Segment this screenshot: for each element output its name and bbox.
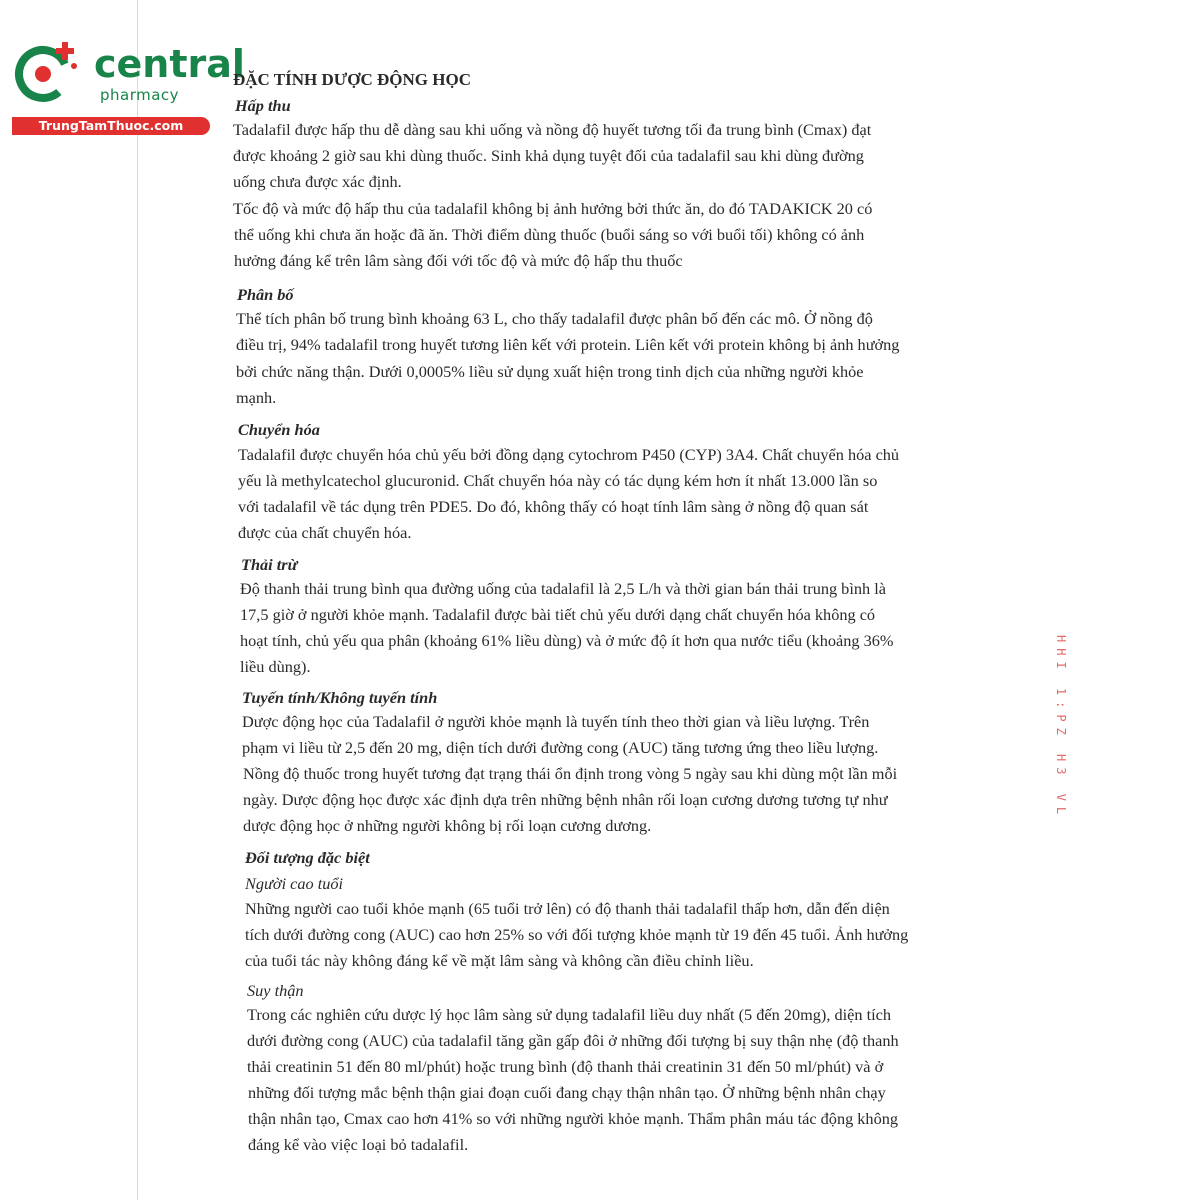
paragraph-line: đáng kể vào việc loại bỏ tadalafil. xyxy=(248,1135,469,1154)
paragraph-line: Tadalafil được chuyển hóa chủ yếu bởi đồng dạng cytochrom P450 (CYP) 3A4. Chất chuyển hóa chủ xyxy=(238,445,900,464)
section-heading-doi-tuong-dac-biet: Đối tượng đặc biệt xyxy=(245,848,370,867)
paragraph-line: Dược động học của Tadalafil ở người khỏe mạnh là tuyến tính theo thời gian và liều lượng. Trên xyxy=(242,712,870,731)
page-edge-line xyxy=(137,0,138,1200)
side-batch-stamp xyxy=(1040,635,1070,821)
paragraph-line: của tuổi tác này không đáng kể về mặt lâm sàng và không cần điều chỉnh liều. xyxy=(245,951,754,970)
paragraph-line: mạnh. xyxy=(236,388,277,407)
paragraph-line: điều trị, 94% tadalafil trong huyết tương liên kết với protein. Liên kết với protein không bị ảnh hưởng xyxy=(236,335,900,354)
section-heading-tuyen-tinh: Tuyến tính/Không tuyến tính xyxy=(242,688,438,707)
paragraph-line: với tadalafil về tác dụng trên PDE5. Do đó, không thấy có hoạt tính lâm sàng ở nồng độ quan sát xyxy=(238,497,869,516)
paragraph-line: yếu là methylcatechol glucuronid. Chất chuyển hóa này có tác dụng kém hơn ít nhất 13.000 lần so xyxy=(238,471,878,490)
paragraph-line: thể uống khi chưa ăn hoặc đã ăn. Thời điểm dùng thuốc (buổi sáng so với buổi tối) không có ảnh xyxy=(234,225,865,244)
paragraph-line: thận nhân tạo, Cmax cao hơn 41% so với những người khỏe mạnh. Thẩm phân máu tác động không xyxy=(248,1109,898,1128)
subsection-heading-nguoi-cao-tuoi: Người cao tuổi xyxy=(245,874,344,893)
paragraph-line: hưởng đáng kể trên lâm sàng đối với tốc độ và mức độ hấp thu thuốc xyxy=(234,251,683,270)
logo-subtitle: pharmacy xyxy=(100,86,180,104)
paragraph-line: Những người cao tuổi khỏe mạnh (65 tuổi trở lên) có độ thanh thải tadalafil thấp hơn, dẫn đến diện xyxy=(245,899,890,918)
paragraph-line: ngày. Dược động học được xác định dựa trên những bệnh nhân rối loạn cương dương tương tự như xyxy=(243,790,888,809)
paragraph-line: hoạt tính, chủ yếu qua phân (khoảng 61% liều dùng) và ở mức độ ít hơn qua nước tiểu (khoảng 36% xyxy=(240,631,894,650)
paragraph-line: dược động học ở những người không bị rối loạn cương dương. xyxy=(243,816,652,835)
logo-name: central xyxy=(94,42,245,86)
paragraph-line: bởi chức năng thận. Dưới 0,0005% liều sử dụng xuất hiện trong tinh dịch của những người khỏe xyxy=(236,362,864,381)
paragraph-line: 17,5 giờ ở người khỏe mạnh. Tadalafil được bài tiết chủ yếu dưới dạng chất chuyển hóa không có xyxy=(240,605,876,624)
paragraph-line: uống chưa được xác định. xyxy=(233,172,402,191)
paragraph-line: Tadalafil được hấp thu dễ dàng sau khi uống và nồng độ huyết tương tối đa trung bình (Cmax) đạt xyxy=(233,120,872,139)
subsection-heading-suy-than: Suy thận xyxy=(247,981,304,1000)
paragraph-line: tích dưới đường cong (AUC) cao hơn 25% so với đối tượng khỏe mạnh từ 19 đến 45 tuổi. Ảnh hưởng xyxy=(245,925,909,944)
paragraph-line: những đối tượng mắc bệnh thận giai đoạn cuối đang chạy thận nhân tạo. Ở những bệnh nhân chạy xyxy=(248,1083,886,1102)
paragraph-line: thải creatinin 51 đến 80 ml/phút) hoặc trung bình (độ thanh thải creatinin 31 đến 50 ml/phút) và ở xyxy=(247,1057,884,1076)
stamp-text: HHI 1:PZ H3 VL xyxy=(1054,635,1068,821)
paragraph-line: Tốc độ và mức độ hấp thu của tadalafil không bị ảnh hưởng bởi thức ăn, do đó TADAKICK 20 có xyxy=(233,199,873,218)
paragraph-line: liều dùng). xyxy=(240,657,311,676)
logo-url-banner: TrungTamThuoc.com xyxy=(12,117,210,135)
paragraph-line: dưới đường cong (AUC) của tadalafil tăng gần gấp đôi ở những đối tượng bị suy thận nhẹ (độ thanh xyxy=(247,1031,899,1050)
paragraph-line: Trong các nghiên cứu dược lý học lâm sàng sử dụng tadalafil liều duy nhất (5 đến 20mg), diện tích xyxy=(247,1005,891,1024)
central-pharmacy-logo[interactable] xyxy=(10,38,245,138)
paragraph-line: phạm vi liều từ 2,5 đến 20 mg, diện tích dưới đường cong (AUC) tăng tương ứng theo liều lượng. xyxy=(242,738,879,757)
paragraph-line: được khoảng 2 giờ sau khi dùng thuốc. Sinh khả dụng tuyệt đối của tadalafil sau khi dùng đường xyxy=(233,146,864,165)
paragraph-line: Nồng độ thuốc trong huyết tương đạt trạng thái ổn định trong vòng 5 ngày sau khi dùng một lần mỗi xyxy=(243,764,898,783)
section-heading-hap-thu: Hấp thu xyxy=(235,96,291,115)
logo-mark-icon xyxy=(10,38,90,106)
section-heading-phan-bo: Phân bố xyxy=(237,285,294,304)
paragraph-line: Thể tích phân bố trung bình khoảng 63 L, cho thấy tadalafil được phân bố đến các mô. Ở nồng độ xyxy=(236,309,873,328)
paragraph-line: được của chất chuyển hóa. xyxy=(238,523,412,542)
paragraph-line: Độ thanh thải trung bình qua đường uống của tadalafil là 2,5 L/h và thời gian bán thải trung bình là xyxy=(240,579,886,598)
document-title: ĐẶC TÍNH DƯỢC ĐỘNG HỌC xyxy=(233,70,472,89)
section-heading-thai-tru: Thải trừ xyxy=(241,555,298,574)
section-heading-chuyen-hoa: Chuyển hóa xyxy=(238,420,320,439)
